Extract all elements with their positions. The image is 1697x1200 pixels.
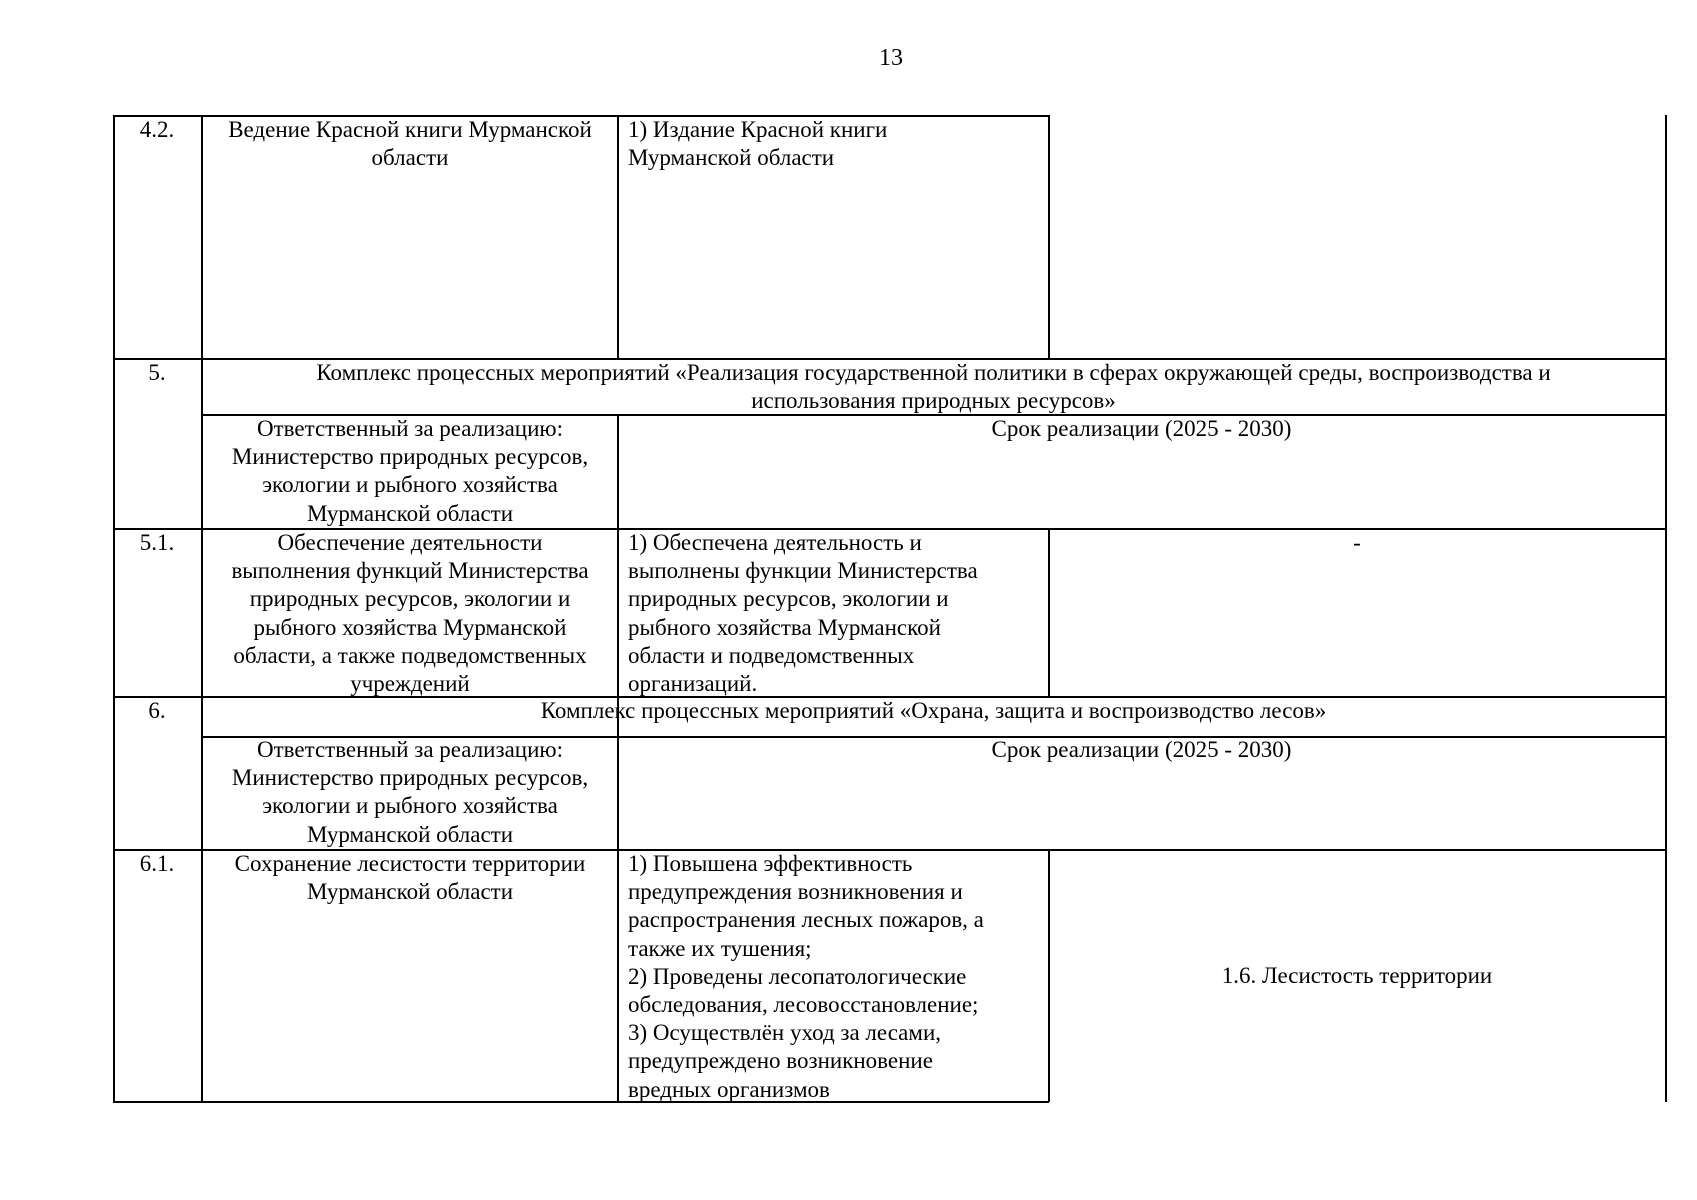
responsible-executor: Ответственный за реализацию: Министерство природных ресурсов, экологии и рыбного хозяйства Мурманской области	[231, 416, 589, 526]
row-number: 5.	[148, 360, 166, 385]
row-number: 6.1.	[139, 851, 175, 876]
implementation-term: Срок реализации (2025 - 2030)	[991, 737, 1292, 762]
task-name: Ведение Красной книги Мурманской области	[228, 117, 592, 171]
responsible-executor: Ответственный за реализацию: Министерство природных ресурсов, экологии и рыбного хозяйства Мурманской области	[231, 737, 589, 847]
page-number: 13	[879, 45, 903, 71]
table-rule	[1048, 115, 1050, 359]
task-result: 1) Издание Красной книги Мурманской области	[628, 117, 888, 171]
complex-title: Комплекс процессных мероприятий «Охрана, защита и воспроизводство лесов»	[540, 698, 1327, 723]
row-number: 4.2.	[139, 117, 175, 142]
table-rule	[1665, 115, 1667, 1102]
task-result: 1) Повышена эффективность предупреждения возникновения и распространения лесных пожаров, а также их тушения; 2) Проведены лесопатологические обследования, лесовосстановление; 3) Осуществлён уход за лесами, предупреждено возникновение вредных организмов	[628, 851, 984, 1102]
implementation-term: Срок реализации (2025 - 2030)	[991, 416, 1292, 441]
table-rule	[113, 115, 115, 1102]
task-name: Сохранение лесистости территории Мурманской области	[234, 851, 586, 905]
task-name: Обеспечение деятельности выполнения функций Министерства природных ресурсов, экологии и рыбного хозяйства Мурманской области, а также подведомственных учреждений	[231, 530, 589, 697]
task-result: 1) Обеспечена деятельность и выполнены функции Министерства природных ресурсов, экологии и рыбного хозяйства Мурманской области и подведомственных организаций.	[628, 530, 978, 697]
row-number: 5.1.	[139, 530, 175, 555]
indicator: -	[1353, 530, 1361, 555]
complex-title: Комплекс процессных мероприятий «Реализация государственной политики в сферах окружающей среды, воспроизводства и использования природных ресурсов»	[316, 360, 1551, 414]
row-number: 6.	[148, 698, 166, 723]
indicator: 1.6. Лесистость территории	[1221, 963, 1493, 988]
